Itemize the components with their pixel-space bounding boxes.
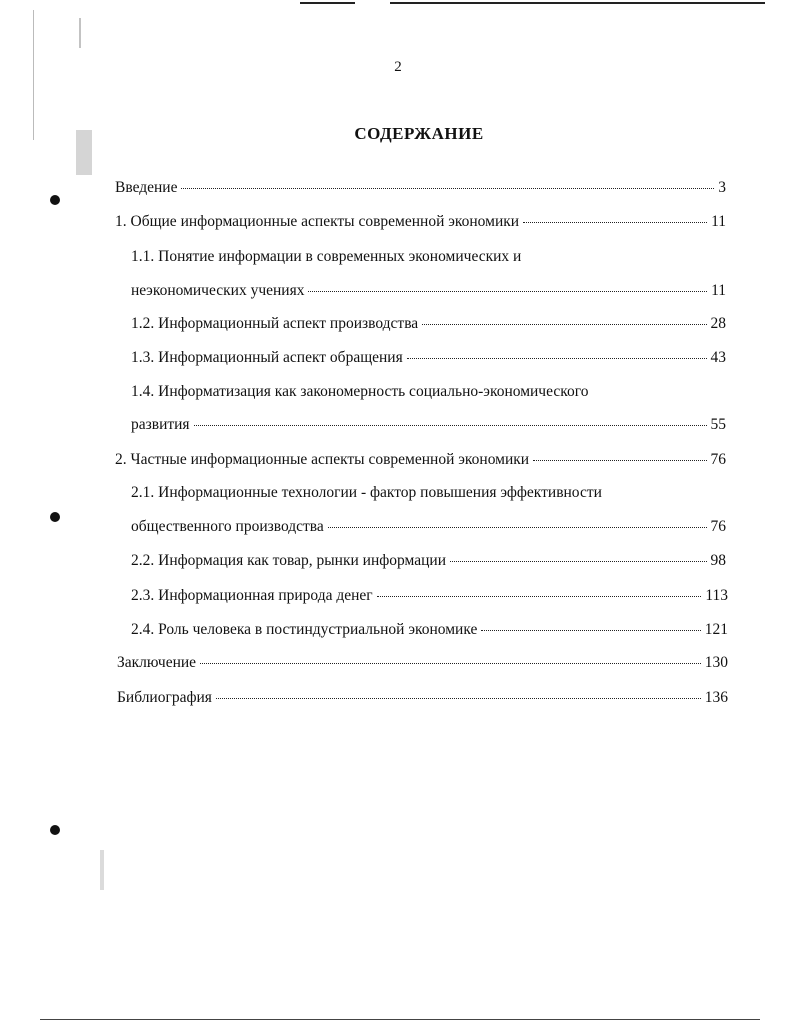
leader-dots	[533, 459, 706, 461]
toc-entry-section-2-2: 2.2. Информация как товар, рынки информации 98	[131, 552, 726, 569]
leader-dots	[308, 290, 707, 292]
toc-entry-section-2-4: 2.4. Роль человека в постиндустриальной экономике 121	[131, 621, 728, 638]
leader-dots	[377, 595, 702, 597]
punch-hole	[50, 512, 60, 522]
toc-entry-conclusion: Заключение 130	[117, 654, 728, 671]
leader-dots	[422, 323, 706, 325]
punch-hole	[50, 195, 60, 205]
page-number: 2	[394, 59, 402, 75]
scan-top-line	[390, 2, 765, 4]
toc-entry-chapter-1: 1. Общие информационные аспекты современной экономики 11	[115, 213, 726, 230]
toc-entry-section-1-4-line1: 1.4. Информатизация как закономерность социально-экономического	[131, 383, 589, 400]
toc-entry-section-2-1-line1: 2.1. Информационные технологии - фактор повышения эффективности	[131, 484, 602, 501]
toc-entry-section-1-1: неэкономических учениях 11	[131, 282, 726, 299]
scan-speck	[79, 18, 81, 48]
toc-entry-section-2-1: общественного производства 76	[131, 518, 726, 535]
punch-hole	[50, 825, 60, 835]
scan-top-line	[300, 2, 355, 4]
toc-entry-section-1-2: 1.2. Информационный аспект производства 28	[131, 315, 726, 332]
leader-dots	[181, 187, 714, 189]
toc-entry-section-1-4: развития 55	[131, 416, 726, 433]
scan-bottom-line	[40, 1019, 760, 1020]
leader-dots	[216, 697, 701, 699]
leader-dots	[194, 424, 707, 426]
leader-dots	[407, 357, 707, 359]
leader-dots	[200, 662, 701, 664]
leader-dots	[481, 629, 700, 631]
toc-entry-section-1-3: 1.3. Информационный аспект обращения 43	[131, 349, 726, 366]
toc-entry-section-1-1-line1: 1.1. Понятие информации в современных экономических и	[131, 248, 522, 265]
leader-dots	[328, 526, 707, 528]
page-title: СОДЕРЖАНИЕ	[354, 124, 484, 143]
toc-entry-section-2-3: 2.3. Информационная природа денег 113	[131, 587, 728, 604]
leader-dots	[450, 560, 706, 562]
toc-entry-chapter-2: 2. Частные информационные аспекты современной экономики 76	[115, 451, 726, 468]
scan-speck	[100, 850, 104, 890]
toc-entry-bibliography: Библиография 136	[117, 689, 728, 706]
toc-entry-intro: Введение 3	[115, 179, 726, 196]
leader-dots	[523, 221, 707, 223]
